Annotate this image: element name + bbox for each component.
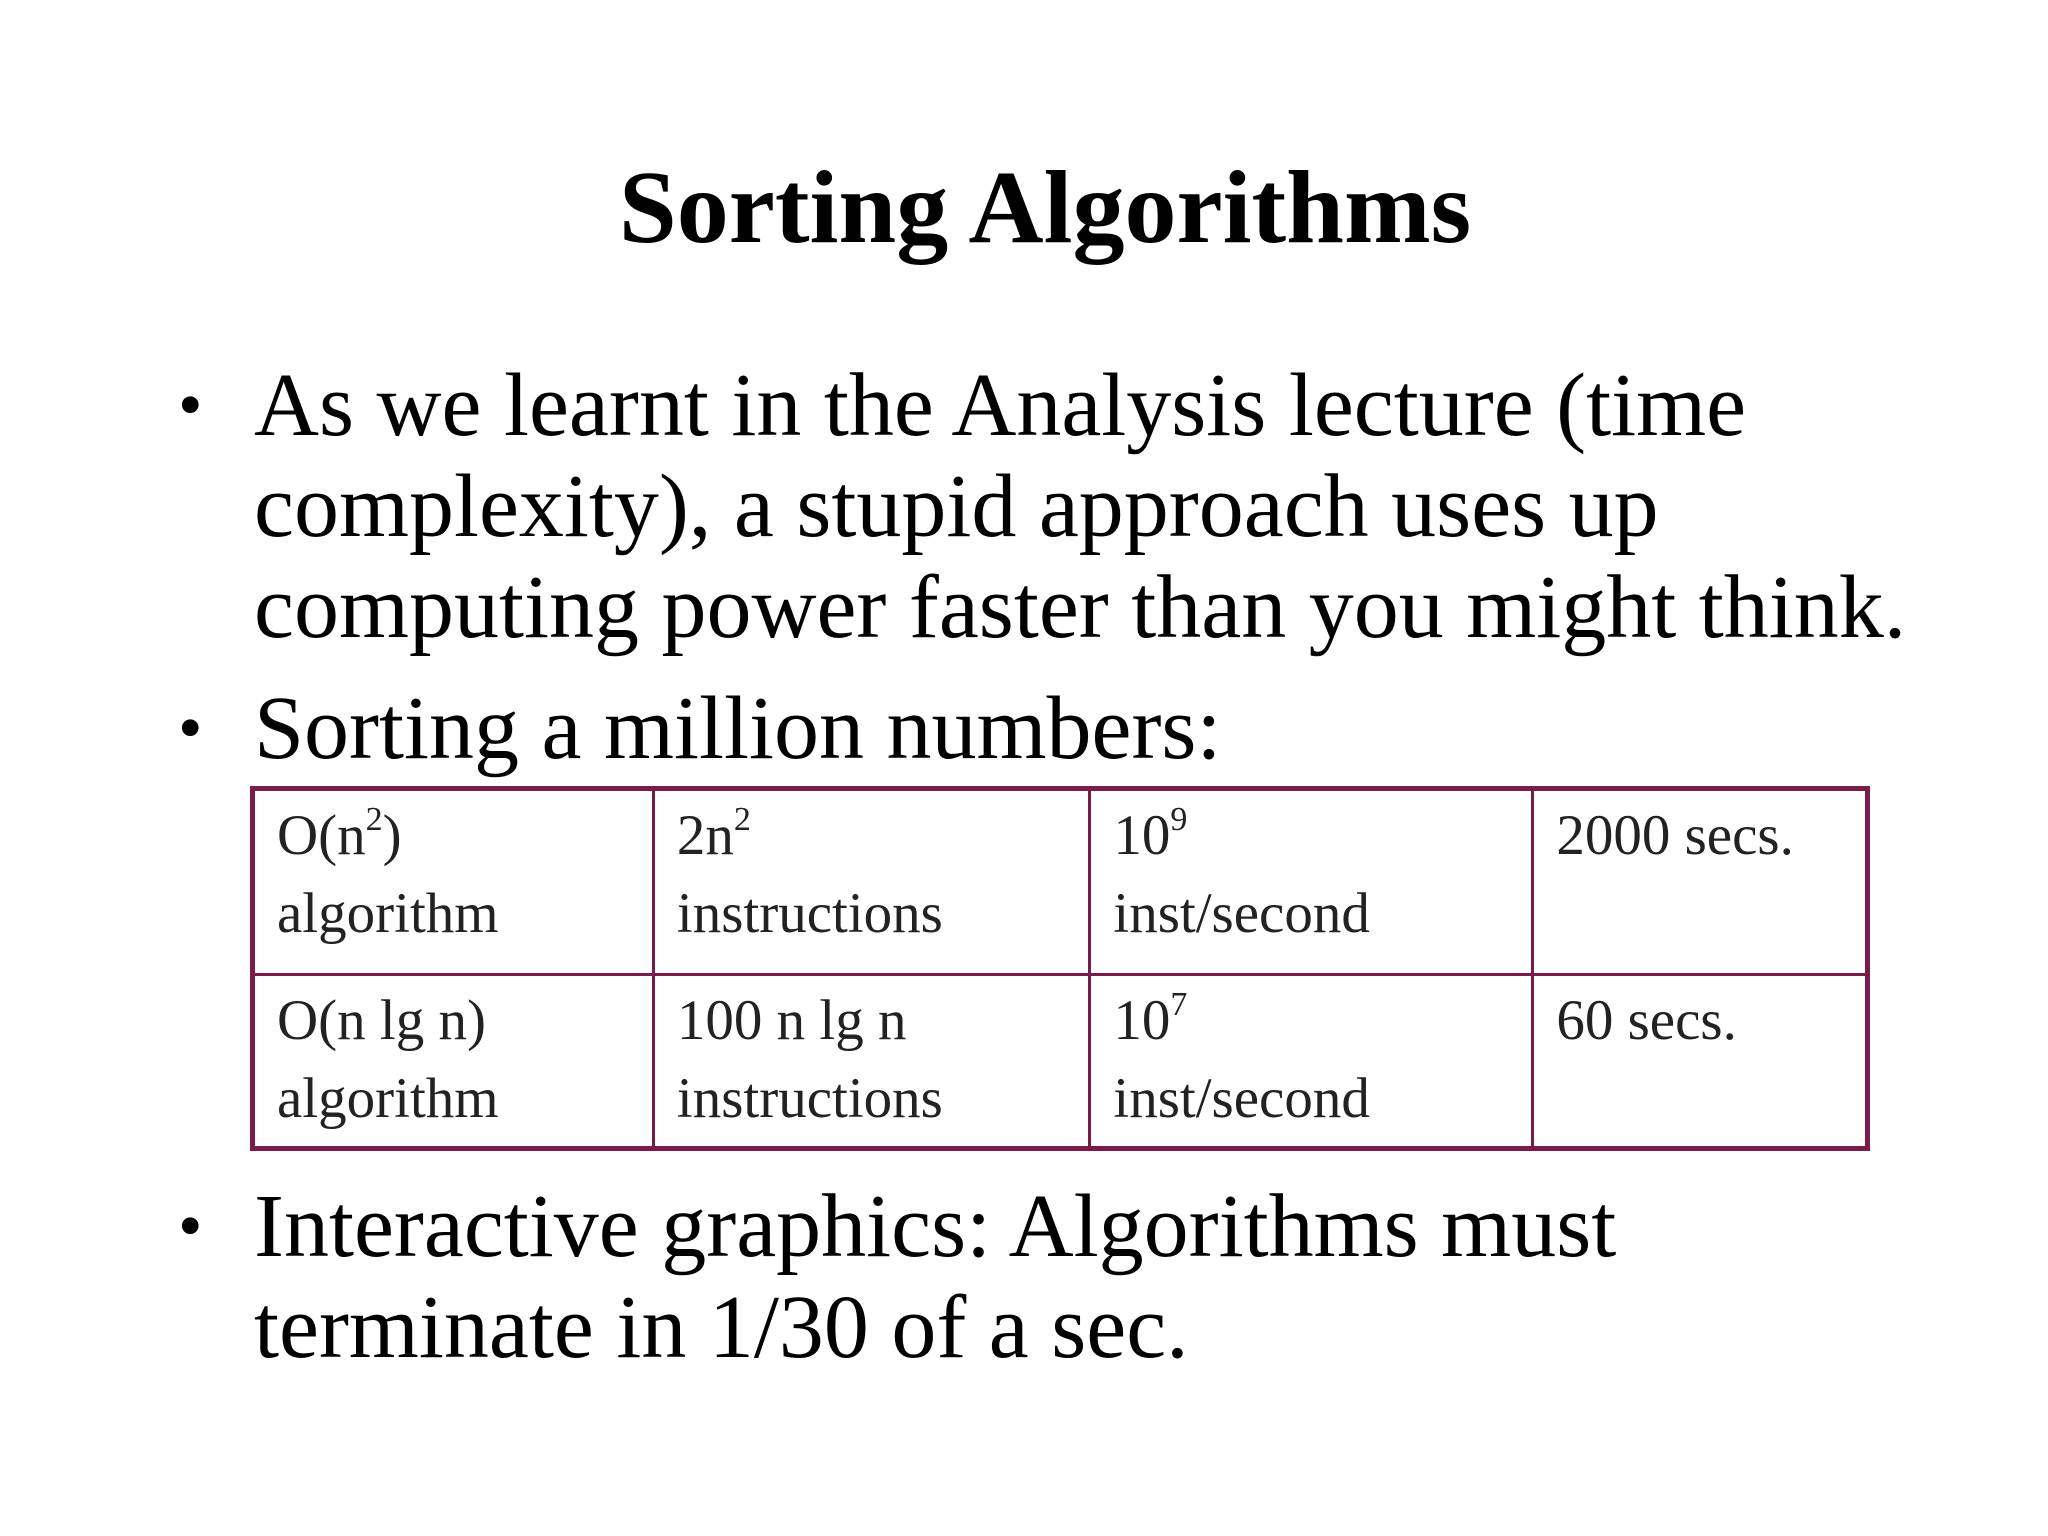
slide-title: Sorting Algorithms [618, 150, 1472, 265]
bullet-text [254, 355, 2008, 658]
bullet-line: Interactive graphics: Algorithms must [254, 1177, 1617, 1276]
table-cell-speed: $10^7$ inst/second [1090, 975, 1533, 1149]
bullet-line: complexity), a stupid approach uses up [254, 457, 1659, 556]
table-cell-speed: $10^9$ inst/second [1090, 789, 1533, 975]
bullet-line: As we learnt in the Analysis lecture (time [254, 356, 1747, 455]
complexity-table [250, 786, 1870, 1151]
bullet-dot-icon: • [178, 690, 203, 767]
bullet-line: computing power faster than you might think. [254, 558, 1907, 657]
bullet-dot-icon: • [178, 367, 203, 444]
bullet-text [254, 1176, 2008, 1378]
table-cell-instructions: $2n^2$ instructions [653, 789, 1090, 975]
table-cell-time: 60 secs. [1533, 975, 1868, 1149]
bullet-line: terminate in 1/30 of a sec. [254, 1278, 1189, 1377]
table-cell-algorithm: O(n lg n) algorithm [253, 975, 654, 1149]
bullet-dot-icon: • [178, 1188, 203, 1265]
bullet-item [178, 678, 2008, 779]
bullet-item [178, 1176, 2008, 1378]
bullet-text [254, 678, 2008, 779]
bullet-item [178, 355, 2008, 658]
table-row [253, 975, 1868, 1149]
table-cell-instructions: 100 n lg n instructions [653, 975, 1090, 1149]
table-cell-time: 2000 secs. [1533, 789, 1868, 975]
table-row [253, 789, 1868, 975]
table-cell-algorithm: $O(n^2)$ algorithm [253, 789, 654, 975]
bullet-line: Sorting a million numbers: [254, 679, 1222, 778]
